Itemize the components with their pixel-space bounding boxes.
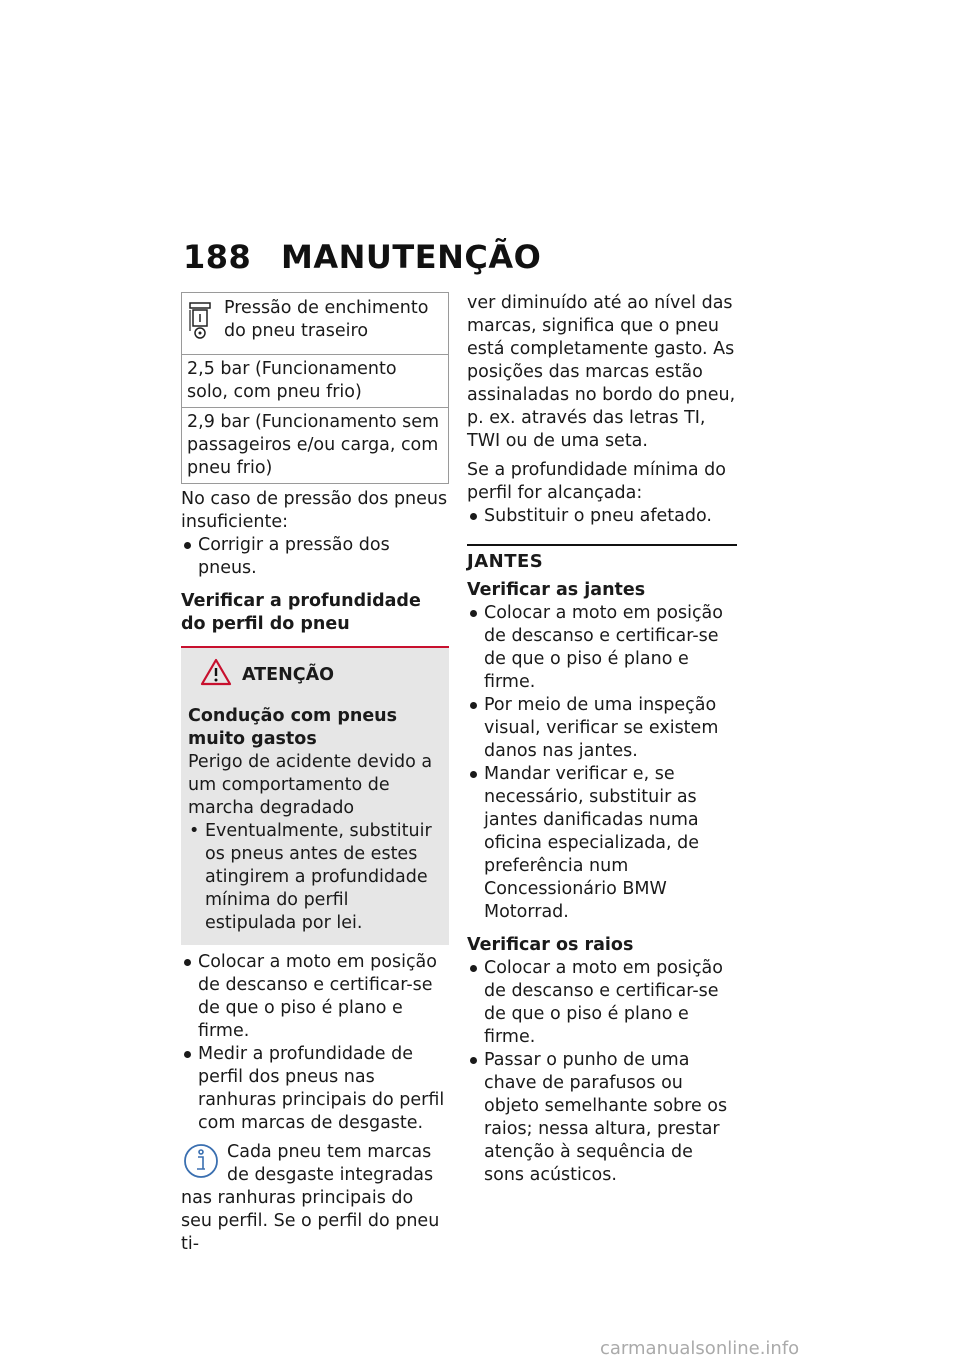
list-item: Colocar a moto em posição de descanso e certificar-se de que o piso é plano e firme.: [181, 951, 449, 1043]
spokes-heading: Verificar os raios: [467, 935, 634, 955]
list-item: Colocar a moto em posição de descanso e certificar-se de que o piso é plano e firme.: [467, 602, 737, 694]
info-note-text: Cada pneu tem marcas de desgaste integradas nas ranhuras principais do seu perfil. Se o perfil do pneu ti-: [181, 1142, 440, 1254]
min-depth-text: Se a profundidade mínima do perfil for alcançada:: [467, 460, 726, 503]
list-item: Corrigir a pressão dos pneus.: [181, 534, 449, 580]
tire-pressure-icon: [188, 297, 224, 348]
pressure-row: 2,5 bar (Funcionamento solo, com pneu frio): [182, 355, 448, 408]
list-item: Por meio de uma inspeção visual, verificar se existem danos nas jantes.: [467, 694, 737, 763]
pressure-row: 2,9 bar (Funcionamento sem passageiros e/ou carga, com pneu frio): [187, 412, 440, 478]
page-number: 188: [183, 238, 252, 276]
continuation-text: ver diminuído até ao nível das marcas, significa que o pneu está completamente gasto. As posições das marcas estão assinaladas no bordo do pneu, p. ex. através das letras TI, TWI ou de uma seta.: [467, 293, 736, 451]
page-title: MANUTENÇÃO: [281, 238, 542, 276]
pressure-table: [181, 292, 449, 484]
watermark: carmanualsonline.info: [600, 1338, 800, 1359]
warning-title: ATENÇÃO: [242, 665, 334, 685]
pressure-table-header: [182, 293, 448, 355]
pressure-table-title: Pressão de enchimento do pneu traseiro: [224, 298, 429, 341]
info-icon: [181, 1141, 225, 1185]
warning-item: • Eventualmente, substituir os pneus antes de estes atingirem a profundidade mínima do perfil estipulada por lei.: [188, 820, 442, 935]
list-item: Medir a profundidade de perfil dos pneus nas ranhuras principais do perfil com marcas de desgaste.: [181, 1043, 449, 1135]
right-column: [467, 292, 737, 1187]
section-title: JANTES: [467, 551, 544, 572]
low-pressure-text: No caso de pressão dos pneus insuficiente:: [181, 489, 448, 532]
warning-box: [181, 646, 449, 945]
warning-title-row: [188, 658, 442, 693]
warning-subtitle: Condução com pneus muito gastos: [188, 706, 398, 749]
tread-heading: Verificar a profundidade do perfil do pneu: [181, 591, 421, 634]
section-divider: [467, 544, 737, 546]
list-item: Substituir o pneu afetado.: [467, 505, 737, 528]
list-item: Passar o punho de uma chave de parafusos ou objeto semelhante sobre os raios; nessa altura, prestar atenção à sequência de sons acústicos.: [467, 1049, 737, 1187]
left-column: [181, 292, 449, 1256]
warning-triangle-icon: [200, 658, 232, 693]
list-item: Colocar a moto em posição de descanso e certificar-se de que o piso é plano e firme.: [467, 957, 737, 1049]
rims-heading: Verificar as jantes: [467, 580, 646, 600]
list-item: Mandar verificar e, se necessário, substituir as jantes danificadas numa oficina especializada, de preferência num Concessionário BMW Motorrad.: [467, 763, 737, 924]
warning-text: Perigo de acidente devido a um comportamento de marcha degradado: [188, 752, 433, 818]
page-header: [183, 238, 541, 276]
info-note: [181, 1141, 449, 1256]
